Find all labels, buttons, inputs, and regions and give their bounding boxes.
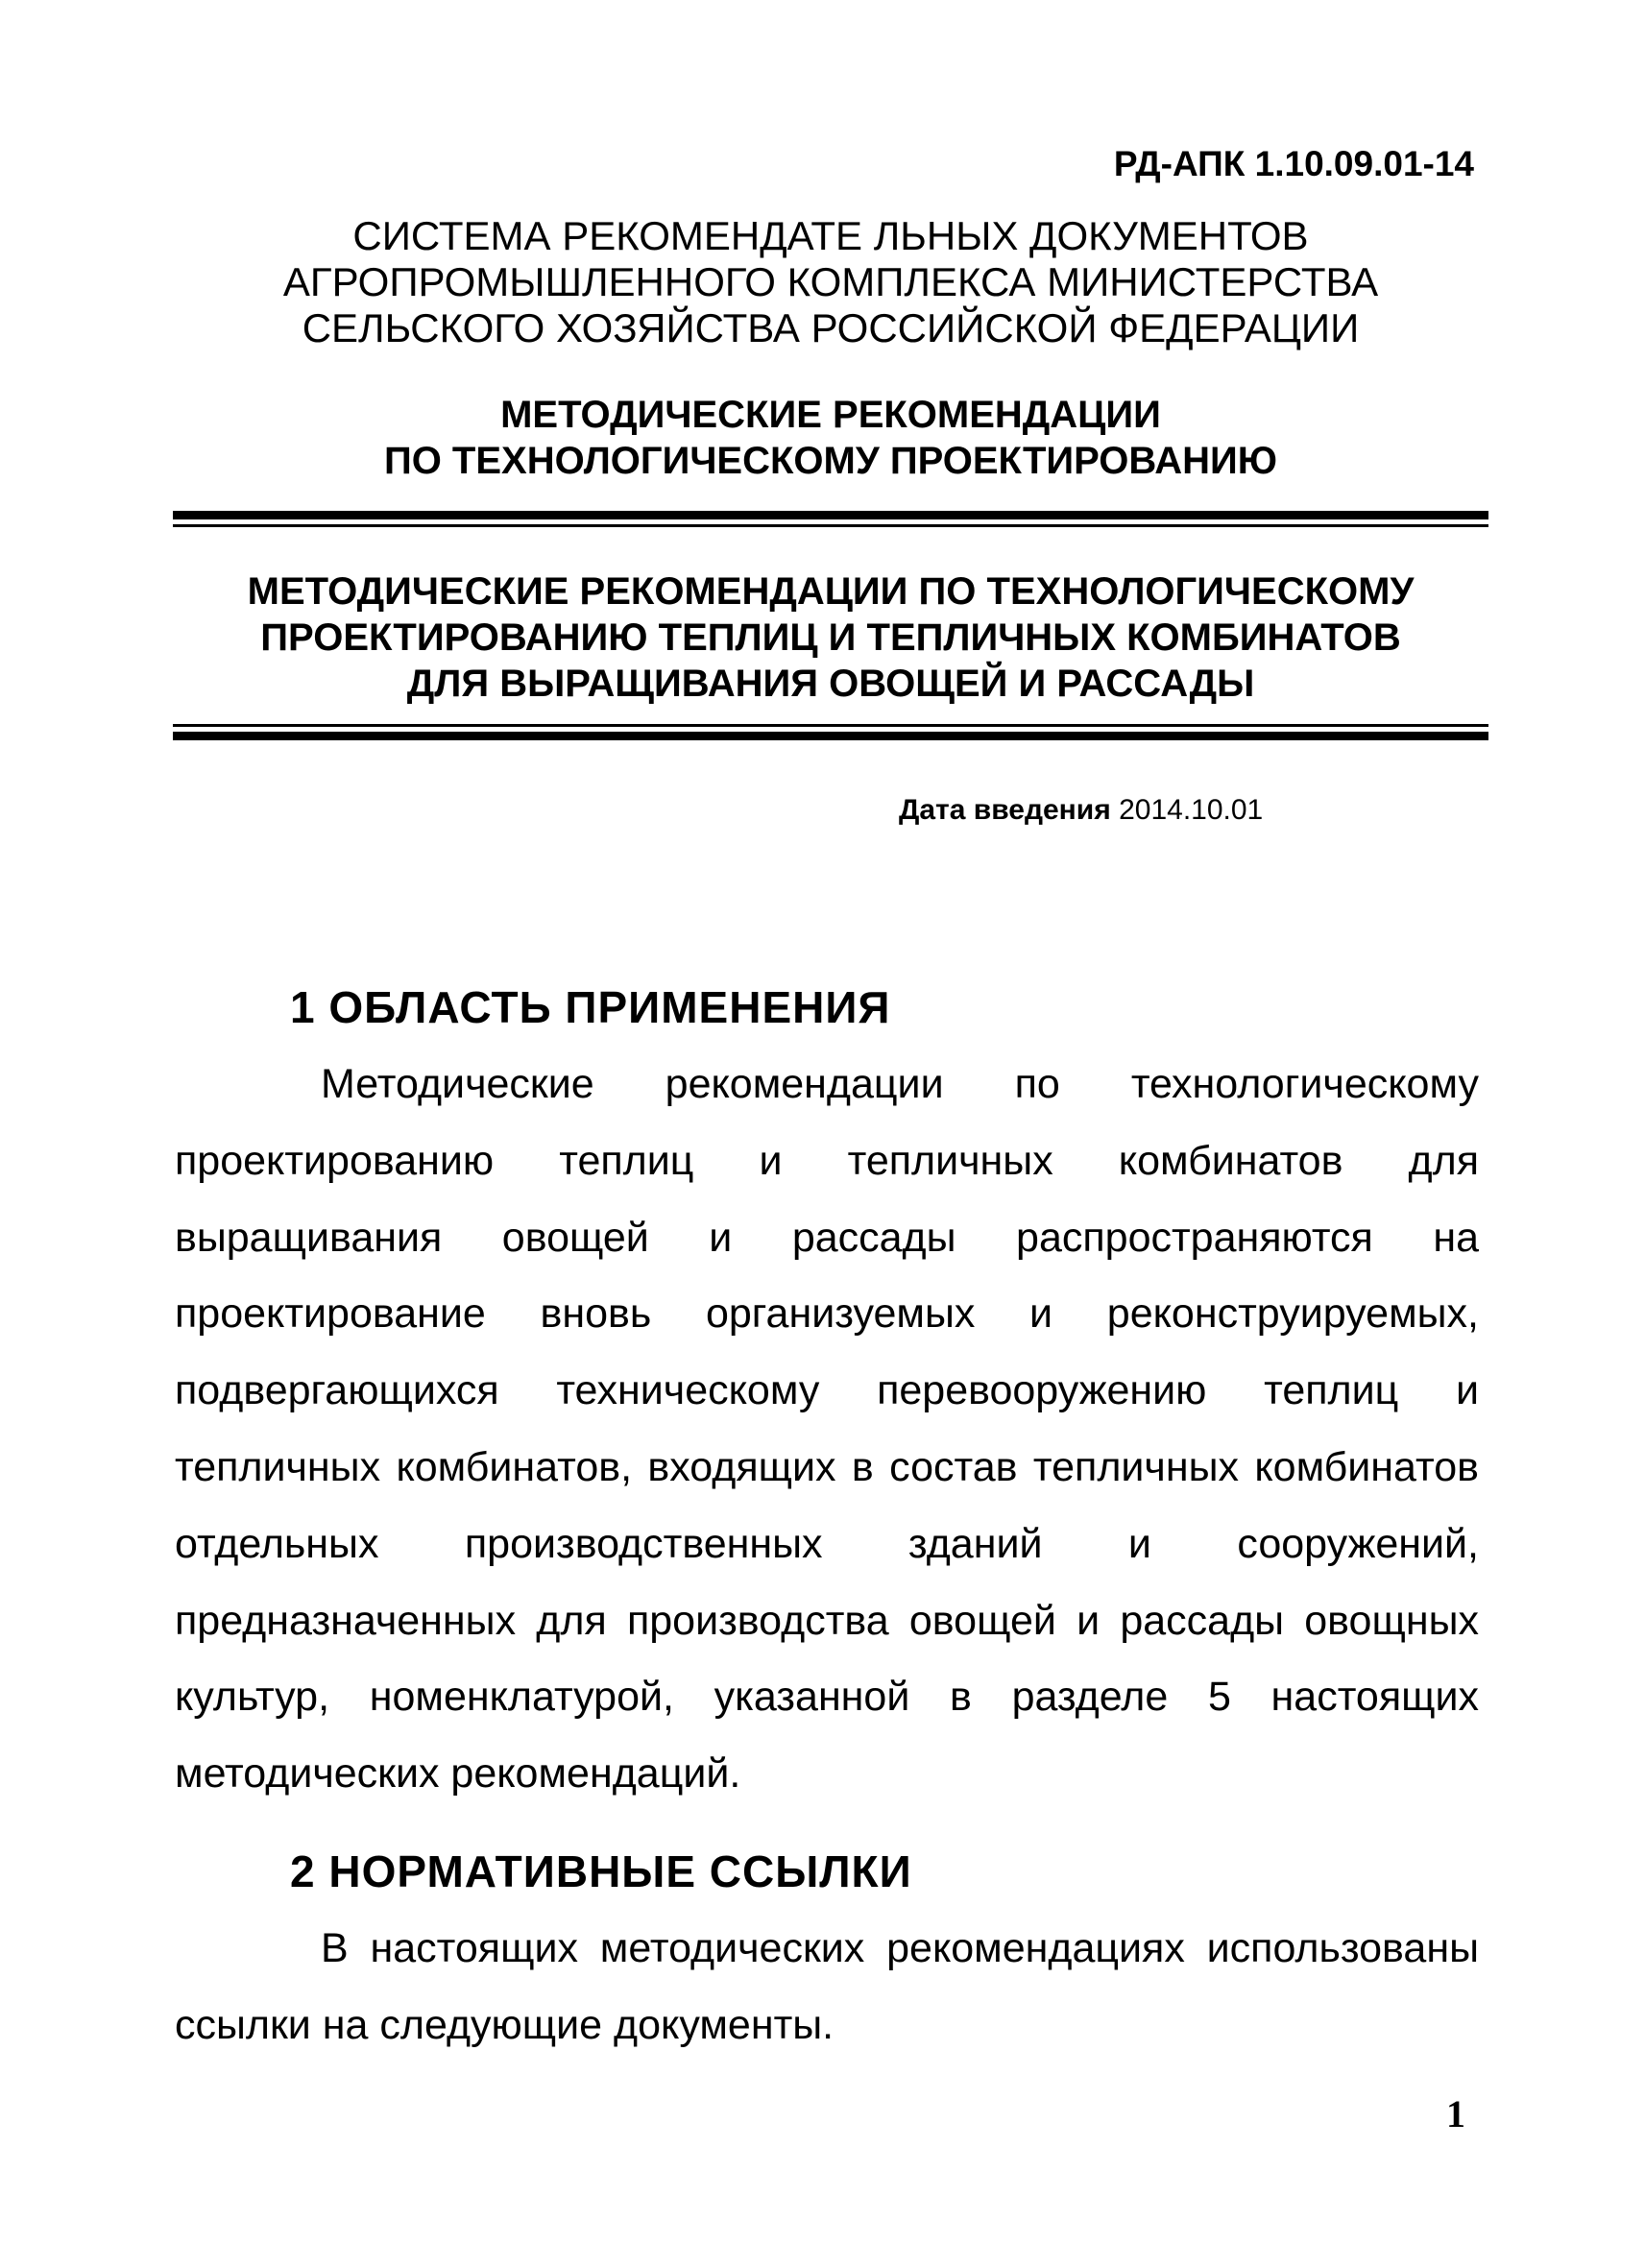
series-title-line: МЕТОДИЧЕСКИЕ РЕКОМЕНДАЦИИ <box>500 394 1161 436</box>
system-title <box>173 213 1488 351</box>
page-number: 1 <box>1446 2092 1465 2135</box>
series-title <box>173 392 1488 484</box>
introduction-date-value: 2014.10.01 <box>1119 794 1264 826</box>
section-heading-scope: 1 ОБЛАСТЬ ПРИМЕНЕНИЯ <box>290 982 891 1032</box>
divider-bottom-thick <box>173 732 1488 740</box>
section-text-normative-references <box>175 1911 1479 2064</box>
divider-top-thick <box>173 511 1488 519</box>
divider-bottom-thin <box>173 724 1488 727</box>
introduction-date-label: Дата введения <box>899 794 1111 826</box>
divider-top-thin <box>173 524 1488 527</box>
system-title-line: СИСТЕМА РЕКОМЕНДАТЕ ЛЬНЫХ ДОКУМЕНТОВ <box>352 213 1309 258</box>
introduction-date <box>899 794 1263 827</box>
document-title-line: ДЛЯ ВЫРАЩИВАНИЯ ОВОЩЕЙ И РАССАДЫ <box>406 663 1255 705</box>
system-title-line: АГРОПРОМЫШЛЕННОГО КОМПЛЕКСА МИНИСТЕРСТВА <box>282 259 1379 304</box>
paragraph: В настоящих методических рекомендациях использованы ссылки на следующие документы. <box>175 1925 1479 2048</box>
paragraph: Методические рекомендации по технологическому проектированию теплиц и тепличных комбинатов для выращивания овощей и рассады распространяются на проектирование вновь организуемых и реконструируемых, подвергающихся техническому перевооружению теплиц и тепличных комбинатов, входящих в состав тепличных комбинатов отдельных производственных зданий и сооружений, предназначенных для производства овощей и рассады овощных культур, номенклатурой, указанной в разделе 5 настоящих методических рекомендаций. <box>175 1061 1479 1798</box>
document-code: РД-АПК 1.10.09.01-14 <box>1113 144 1474 183</box>
series-title-line: ПО ТЕХНОЛОГИЧЕСКОМУ ПРОЕКТИРОВАНИЮ <box>383 440 1278 482</box>
document-title-line: ПРОЕКТИРОВАНИЮ ТЕПЛИЦ И ТЕПЛИЧНЫХ КОМБИНАТОВ <box>260 616 1401 659</box>
section-text-scope <box>175 1047 1479 1813</box>
document-title <box>173 568 1488 707</box>
system-title-line: СЕЛЬСКОГО ХОЗЯЙСТВА РОССИЙСКОЙ ФЕДЕРАЦИИ <box>302 305 1360 350</box>
section-heading-normative-references: 2 НОРМАТИВНЫЕ ССЫЛКИ <box>290 1846 912 1896</box>
document-title-line: МЕТОДИЧЕСКИЕ РЕКОМЕНДАЦИИ ПО ТЕХНОЛОГИЧЕСКОМУ <box>247 570 1415 613</box>
